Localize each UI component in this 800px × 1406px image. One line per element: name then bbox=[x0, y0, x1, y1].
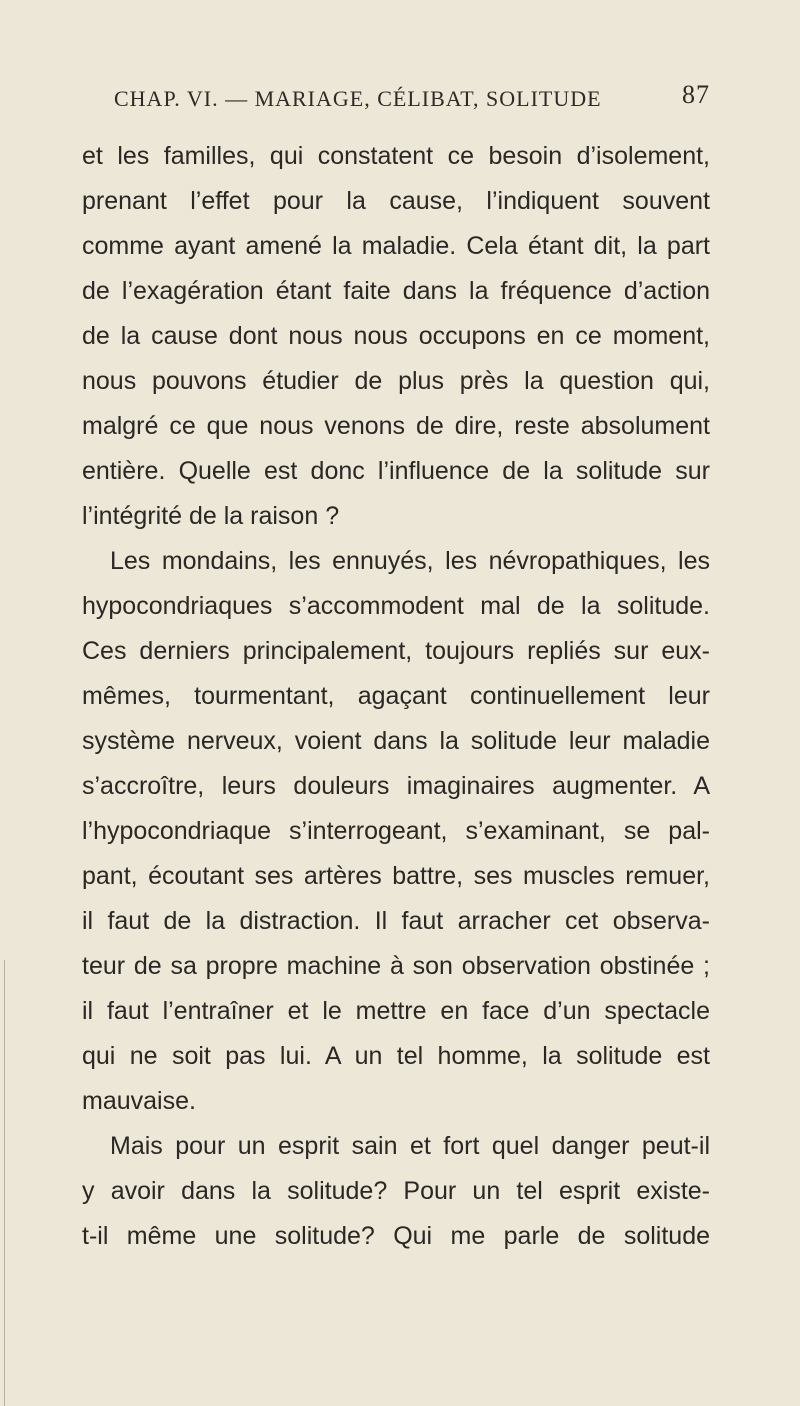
text-line: nous pouvons étudier de plus près la question qui, bbox=[82, 367, 710, 395]
text-line: hypocondriaques s’accommodent mal de la solitude. bbox=[82, 592, 710, 620]
text-line: y avoir dans la solitude? Pour un tel esprit existe- bbox=[82, 1177, 710, 1205]
running-title: CHAP. VI. — MARIAGE, CÉLIBAT, SOLITUDE bbox=[114, 86, 602, 111]
text-line: s’accroître, leurs douleurs imaginaires augmenter. A bbox=[82, 772, 710, 800]
text-line: l’hypocondriaque s’interrogeant, s’examinant, se pal- bbox=[82, 817, 710, 845]
text-line: mêmes, tourmentant, agaçant continuellement leur bbox=[82, 682, 710, 710]
running-head bbox=[114, 80, 710, 120]
text-line: l’intégrité de la raison ? bbox=[82, 502, 340, 530]
page-edge-shadow bbox=[4, 960, 5, 1406]
text-line: qui ne soit pas lui. A un tel homme, la solitude est bbox=[82, 1042, 710, 1070]
text-line: de la cause dont nous nous occupons en ce moment, bbox=[82, 322, 710, 350]
text-line: comme ayant amené la maladie. Cela étant dit, la part bbox=[82, 232, 710, 260]
text-line: prenant l’effet pour la cause, l’indiquent souvent bbox=[82, 187, 710, 215]
text-line: système nerveux, voient dans la solitude leur maladie bbox=[82, 727, 710, 755]
text-line: il faut l’entraîner et le mettre en face d’un spectacle bbox=[82, 997, 710, 1025]
body-text bbox=[82, 134, 710, 1259]
text-line: Mais pour un esprit sain et fort quel danger peut-il bbox=[110, 1132, 710, 1160]
text-line: Les mondains, les ennuyés, les névropathiques, les bbox=[110, 547, 710, 575]
text-line: mauvaise. bbox=[82, 1087, 196, 1115]
text-line: teur de sa propre machine à son observation obstinée ; bbox=[82, 952, 710, 980]
text-line: malgré ce que nous venons de dire, reste absolument bbox=[82, 412, 710, 440]
text-line: et les familles, qui constatent ce besoin d’isolement, bbox=[82, 142, 710, 170]
page-number: 87 bbox=[682, 80, 710, 109]
text-line: il faut de la distraction. Il faut arracher cet observa- bbox=[82, 907, 710, 935]
text-line: de l’exagération étant faite dans la fréquence d’action bbox=[82, 277, 710, 305]
text-line: t-il même une solitude? Qui me parle de solitude bbox=[82, 1222, 710, 1250]
text-line: pant, écoutant ses artères battre, ses muscles remuer, bbox=[82, 862, 710, 890]
text-line: entière. Quelle est donc l’influence de la solitude sur bbox=[82, 457, 710, 485]
text-line: Ces derniers principalement, toujours repliés sur eux- bbox=[82, 637, 710, 665]
